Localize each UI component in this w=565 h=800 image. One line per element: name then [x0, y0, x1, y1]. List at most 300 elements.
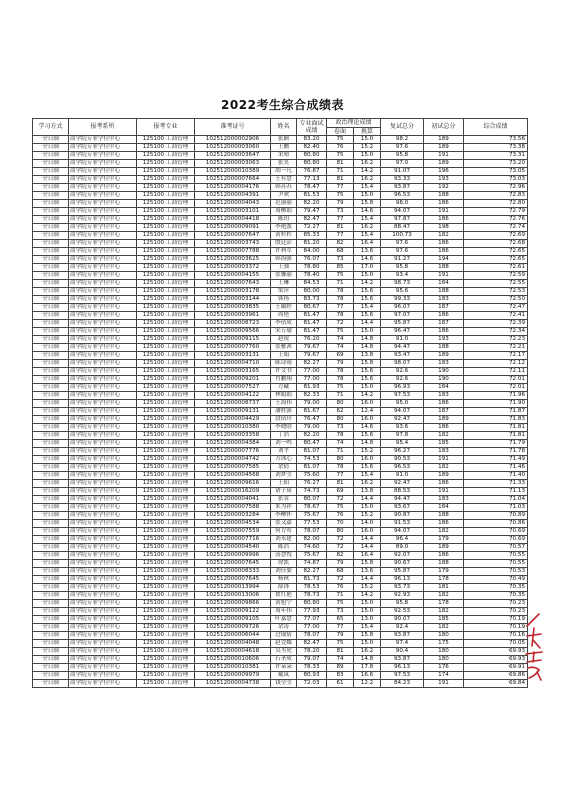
table-cell: 全日制 [33, 544, 69, 552]
table-cell: 71.83 [464, 416, 528, 424]
table-cell: 全日制 [33, 288, 69, 296]
table-cell: 96.47 [381, 328, 424, 336]
table-cell: 90.07 [381, 616, 424, 624]
table-cell: 96.13 [381, 576, 424, 584]
table-cell: 125100 工商管理 [137, 200, 195, 208]
table-row [33, 176, 528, 184]
table-cell: 16.2 [354, 480, 381, 488]
table-row [33, 232, 528, 240]
table-cell: 184 [424, 504, 464, 512]
table-cell: 15.0 [354, 272, 381, 280]
table-cell: 125100 工商管理 [137, 512, 195, 520]
table-cell: 96.53 [381, 192, 424, 200]
table-cell: 102512000007716 [195, 536, 271, 544]
table-cell: 商学院专业学位中心 [69, 232, 137, 240]
table-cell: 102512000003647 [195, 152, 271, 160]
table-cell: 102512000007559 [195, 528, 271, 536]
table-cell: 商学院专业学位中心 [69, 152, 137, 160]
table-cell: 102512000003101 [195, 208, 271, 216]
table-cell: 182 [424, 232, 464, 240]
table-cell: 72 [327, 544, 354, 552]
table-cell: 70.23 [464, 600, 528, 608]
table-cell: 84.23 [381, 680, 424, 688]
table-row [33, 632, 528, 640]
table-cell: 125100 工商管理 [137, 432, 195, 440]
table-cell: 188 [424, 560, 464, 568]
table-cell: 全日制 [33, 208, 69, 216]
table-cell: 17.8 [354, 664, 381, 672]
table-cell: 79.00 [297, 400, 327, 408]
table-cell: 商学院专业学位中心 [69, 472, 137, 480]
table-cell: 82.47 [297, 640, 327, 648]
table-cell: 125100 工商管理 [137, 528, 195, 536]
table-cell: 商学院专业学位中心 [69, 296, 137, 304]
table-cell: 125100 工商管理 [137, 448, 195, 456]
table-cell: 许利军 [271, 248, 297, 256]
table-cell: 69.91 [464, 664, 528, 672]
table-cell: 78 [327, 464, 354, 472]
table-cell: 72 [327, 496, 354, 504]
table-cell: 88.47 [381, 224, 424, 232]
table-cell: 全日制 [33, 632, 69, 640]
table-cell: 81.73 [297, 576, 327, 584]
table-cell: 94.47 [381, 344, 424, 352]
table-cell: 胡一凡 [271, 168, 297, 176]
table-row [33, 384, 528, 392]
table-cell: 石圣成 [271, 656, 297, 664]
table-cell: 15.0 [354, 600, 381, 608]
table-cell: 125100 工商管理 [137, 216, 195, 224]
table-cell: 70.35 [464, 592, 528, 600]
table-cell: 186 [424, 200, 464, 208]
table-cell: 102512000004568 [195, 472, 271, 480]
table-cell: 商学院专业学位中心 [69, 456, 137, 464]
table-cell: 全日制 [33, 584, 69, 592]
table-cell: 85 [327, 264, 354, 272]
table-cell: 69 [327, 352, 354, 360]
table-cell: 商学院专业学位中心 [69, 584, 137, 592]
table-cell: 16.2 [354, 648, 381, 656]
table-cell: 商学院专业学位中心 [69, 624, 137, 632]
table-cell: 179 [424, 536, 464, 544]
table-cell: 75 [327, 384, 354, 392]
table-row [33, 208, 528, 216]
table-cell: 102512000010389 [195, 168, 271, 176]
table-cell: 189 [424, 136, 464, 144]
table-cell: 92.07 [381, 552, 424, 560]
table-cell: 商学院专业学位中心 [69, 160, 137, 168]
table-cell: 全日制 [33, 408, 69, 416]
table-cell: 125100 工商管理 [137, 640, 195, 648]
table-cell: 15.4 [354, 216, 381, 224]
table-cell: 72.50 [464, 296, 528, 304]
table-cell: 72.47 [464, 304, 528, 312]
table-cell: 商学院专业学位中心 [69, 432, 137, 440]
table-cell: 商学院专业学位中心 [69, 496, 137, 504]
table-cell: 殷廷彭 [271, 240, 297, 248]
table-cell: 70.55 [464, 560, 528, 568]
table-cell: 商学院专业学位中心 [69, 336, 137, 344]
table-cell: 102512000007647 [195, 232, 271, 240]
table-cell: 朱为祥 [271, 504, 297, 512]
table-cell: 95.8 [381, 600, 424, 608]
table-cell: 125100 工商管理 [137, 624, 195, 632]
table-cell: 全日制 [33, 136, 69, 144]
table-cell: 14.6 [354, 424, 381, 432]
table-cell: 125100 工商管理 [137, 632, 195, 640]
table-cell: 180 [424, 656, 464, 664]
table-cell: 88.53 [381, 488, 424, 496]
table-cell: 徐凯 [271, 560, 297, 568]
table-cell: 190 [424, 368, 464, 376]
table-cell: 75 [327, 640, 354, 648]
table-cell: 93.67 [381, 504, 424, 512]
table-cell: 102512000006044 [195, 632, 271, 640]
table-cell: 102512000009201 [195, 376, 271, 384]
table-cell: 商学院专业学位中心 [69, 560, 137, 568]
table-row [33, 584, 528, 592]
table-cell: 全日制 [33, 360, 69, 368]
header-politics: 政治理论成绩 [327, 119, 381, 128]
table-cell: 73 [327, 256, 354, 264]
table-cell: 81.20 [297, 240, 327, 248]
table-cell: 96.4 [381, 536, 424, 544]
header-interview: 专业面试成绩 [297, 119, 327, 136]
table-cell: 183 [424, 392, 464, 400]
table-cell: 100.73 [381, 232, 424, 240]
table-cell: 179 [424, 568, 464, 576]
header-converted: 换算 [354, 127, 381, 136]
table-cell: 74.87 [297, 560, 327, 568]
table-cell: 77 [327, 184, 354, 192]
table-cell: 102512000003063 [195, 160, 271, 168]
table-cell: 陈诗雨 [271, 360, 297, 368]
table-cell: 商学院专业学位中心 [69, 424, 137, 432]
table-cell: 韩苏苏 [271, 184, 297, 192]
table-cell: 商学院专业学位中心 [69, 136, 137, 144]
table-cell: 102512000009726 [195, 624, 271, 632]
table-cell: 125100 工商管理 [137, 416, 195, 424]
table-cell: 62 [327, 408, 354, 416]
table-cell: 81 [327, 176, 354, 184]
table-cell: 189 [424, 144, 464, 152]
table-cell: 15.2 [354, 144, 381, 152]
table-cell: 全日制 [33, 616, 69, 624]
table-cell: 90.4 [381, 648, 424, 656]
table-cell: 72.53 [464, 288, 528, 296]
table-cell: 81.47 [297, 320, 327, 328]
table-cell: 周艳 [271, 312, 297, 320]
table-cell: 全日制 [33, 160, 69, 168]
table-cell: 125100 工商管理 [137, 264, 195, 272]
table-cell: 商学院专业学位中心 [69, 448, 137, 456]
table-cell: 商学院专业学位中心 [69, 184, 137, 192]
table-cell: 182 [424, 528, 464, 536]
table-cell: 186 [424, 328, 464, 336]
table-cell: 79 [327, 360, 354, 368]
table-cell: 125100 工商管理 [137, 152, 195, 160]
table-cell: 81.53 [297, 192, 327, 200]
table-cell: 71.81 [464, 432, 528, 440]
table-row [33, 408, 528, 416]
table-cell: 13.0 [354, 616, 381, 624]
table-cell: 15.4 [354, 232, 381, 240]
table-cell: 75 [327, 192, 354, 200]
table-cell: 75.60 [297, 472, 327, 480]
table-cell: 78.73 [297, 592, 327, 600]
table-row [33, 192, 528, 200]
header-name: 姓名 [271, 119, 297, 136]
table-cell: 全日制 [33, 216, 69, 224]
table-cell: 全日制 [33, 192, 69, 200]
score-table [32, 118, 528, 688]
table-cell: 72.21 [464, 344, 528, 352]
table-cell: 125100 工商管理 [137, 672, 195, 680]
table-cell: 71.03 [464, 504, 528, 512]
table-cell: 商学院专业学位中心 [69, 320, 137, 328]
table-cell: 77.07 [297, 616, 327, 624]
table-cell: 14.2 [354, 392, 381, 400]
table-row [33, 528, 528, 536]
table-cell: 95.6 [381, 288, 424, 296]
table-cell: 商学院专业学位中心 [69, 224, 137, 232]
table-cell: 90.53 [381, 456, 424, 464]
table-cell: 192 [424, 184, 464, 192]
table-cell: 94.07 [381, 408, 424, 416]
table-cell: 78.47 [297, 184, 327, 192]
table-cell: 92.6 [381, 376, 424, 384]
table-cell: 商学院专业学位中心 [69, 280, 137, 288]
table-cell: 全日制 [33, 520, 69, 528]
table-cell: 91.0 [381, 336, 424, 344]
table-cell: 全日制 [33, 296, 69, 304]
table-cell: 全日制 [33, 480, 69, 488]
table-cell: 193 [424, 176, 464, 184]
table-cell: 全日制 [33, 400, 69, 408]
table-cell: 102512000004540 [195, 544, 271, 552]
table-cell: 82.47 [297, 216, 327, 224]
table-cell: 70.69 [464, 536, 528, 544]
table-cell: 13.8 [354, 352, 381, 360]
table-cell: 81 [327, 480, 354, 488]
table-cell: 97.87 [381, 216, 424, 224]
table-cell: 102512000009996 [195, 552, 271, 560]
table-row [33, 624, 528, 632]
table-cell: 69.86 [464, 672, 528, 680]
table-cell: 全日制 [33, 624, 69, 632]
header-major: 报考专业 [137, 119, 195, 136]
table-cell: 102512000007788 [195, 248, 271, 256]
table-cell: 80 [327, 400, 354, 408]
table-row [33, 496, 528, 504]
table-cell: 商学院专业学位中心 [69, 248, 137, 256]
table-cell: 刘佳姿 [271, 568, 297, 576]
table-cell: 182 [424, 624, 464, 632]
table-cell: 71.33 [464, 480, 528, 488]
table-cell: 15.6 [354, 296, 381, 304]
table-cell: 王鹏 [271, 144, 297, 152]
table-cell: 71.87 [464, 408, 528, 416]
table-row [33, 152, 528, 160]
table-cell: 15.4 [354, 304, 381, 312]
table-cell: 72.03 [297, 680, 327, 688]
table-cell: 96.93 [381, 384, 424, 392]
table-cell: 全日制 [33, 560, 69, 568]
table-cell: 全日制 [33, 176, 69, 184]
table-cell: 189 [424, 352, 464, 360]
table-cell: 14.0 [354, 520, 381, 528]
table-cell: 王阳 [271, 480, 297, 488]
table-cell: 73.38 [464, 144, 528, 152]
table-cell: 13.6 [354, 248, 381, 256]
table-cell: 15.0 [354, 328, 381, 336]
table-cell: 102512000004710 [195, 360, 271, 368]
table-cell: 70 [327, 520, 354, 528]
table-cell: 74.73 [297, 488, 327, 496]
table-cell: 125100 工商管理 [137, 272, 195, 280]
table-cell: 商学院专业学位中心 [69, 312, 137, 320]
table-cell: 79.00 [297, 424, 327, 432]
table-row [33, 440, 528, 448]
table-cell: 83.20 [297, 136, 327, 144]
table-cell: 14.8 [354, 344, 381, 352]
table-cell: 商学院专业学位中心 [69, 592, 137, 600]
table-cell: 叶嘉慧 [271, 616, 297, 624]
table-cell: 102512000010606 [195, 656, 271, 664]
table-cell: 178 [424, 600, 464, 608]
table-cell: 78 [327, 368, 354, 376]
table-cell: 175 [424, 640, 464, 648]
table-cell: 186 [424, 216, 464, 224]
table-cell: 97.6 [381, 240, 424, 248]
table-cell: 12.2 [354, 680, 381, 688]
table-cell: 商学院专业学位中心 [69, 304, 137, 312]
table-cell: 93.47 [381, 352, 424, 360]
table-row [33, 456, 528, 464]
table-row [33, 600, 528, 608]
table-cell: 125100 工商管理 [137, 664, 195, 672]
table-cell: 102512000004384 [195, 440, 271, 448]
table-cell: 14.6 [354, 208, 381, 216]
table-cell: 15.4 [354, 184, 381, 192]
table-cell: 全日制 [33, 336, 69, 344]
table-cell: 69 [327, 488, 354, 496]
table-cell: 刘梦莹 [271, 472, 297, 480]
table-cell: 翟红艳 [271, 592, 297, 600]
table-cell: 商学院专业学位中心 [69, 632, 137, 640]
table-cell: 王娟 [271, 352, 297, 360]
table-cell: 商学院专业学位中心 [69, 616, 137, 624]
table-cell: 81.47 [297, 328, 327, 336]
table-cell: 95.8 [381, 264, 424, 272]
table-cell: 全日制 [33, 448, 69, 456]
table-cell: 15.6 [354, 288, 381, 296]
table-cell: 78.67 [297, 504, 327, 512]
table-cell: 16.0 [354, 416, 381, 424]
table-cell: 102512000003743 [195, 240, 271, 248]
table-header [33, 119, 528, 136]
table-cell: 96.07 [381, 304, 424, 312]
table-cell: 78.40 [297, 272, 327, 280]
table-row [33, 672, 528, 680]
table-cell: 72.65 [464, 248, 528, 256]
table-cell: 94.07 [381, 208, 424, 216]
table-cell: 宋晴 [271, 152, 297, 160]
table-cell: 全日制 [33, 536, 69, 544]
table-cell: 89 [327, 664, 354, 672]
table-cell: 72 [327, 536, 354, 544]
table-cell: 71 [327, 592, 354, 600]
table-cell: 16.0 [354, 456, 381, 464]
table-cell: 182 [424, 592, 464, 600]
table-cell: 72.17 [464, 352, 528, 360]
table-cell: 189 [424, 544, 464, 552]
table-cell: 74.60 [297, 544, 327, 552]
table-cell: 92.47 [381, 416, 424, 424]
table-cell: 黄杉杉 [271, 232, 297, 240]
table-cell: 102512000008737 [195, 400, 271, 408]
table-cell: 宋万瑜 [271, 328, 297, 336]
table-cell: 商学院专业学位中心 [69, 264, 137, 272]
table-cell: 商学院专业学位中心 [69, 480, 137, 488]
table-cell: 全日制 [33, 256, 69, 264]
table-cell: 102512000010381 [195, 664, 271, 672]
table-cell: 79 [327, 560, 354, 568]
table-row [33, 312, 528, 320]
table-cell: 商学院专业学位中心 [69, 384, 137, 392]
table-body [33, 136, 528, 688]
table-cell: 16.0 [354, 528, 381, 536]
table-cell: 14.2 [354, 168, 381, 176]
table-cell: 102512000004041 [195, 496, 271, 504]
table-cell: 81.07 [297, 464, 327, 472]
table-cell: 余涛 [271, 624, 297, 632]
table-row [33, 424, 528, 432]
table-cell: 97.4 [381, 640, 424, 648]
table-cell: 71.81 [464, 424, 528, 432]
table-cell: 187 [424, 320, 464, 328]
table-cell: 14.4 [354, 536, 381, 544]
table-cell: 15.8 [354, 200, 381, 208]
table-cell: 商学院专业学位中心 [69, 656, 137, 664]
table-cell: 79.67 [297, 344, 327, 352]
table-cell: 84.00 [297, 248, 327, 256]
table-cell: 65 [327, 616, 354, 624]
table-cell: 102512000009616 [195, 480, 271, 488]
table-cell: 125100 工商管理 [137, 248, 195, 256]
table-cell: 全日制 [33, 576, 69, 584]
table-cell: 79 [327, 200, 354, 208]
table-cell: 74 [327, 656, 354, 664]
table-cell: 73 [327, 424, 354, 432]
table-row [33, 280, 528, 288]
table-cell: 102512000007643 [195, 280, 271, 288]
table-cell: 16.6 [354, 672, 381, 680]
table-cell: 102512000008723 [195, 320, 271, 328]
table-row [33, 216, 528, 224]
table-cell: 70.89 [464, 512, 528, 520]
table-cell: 184 [424, 280, 464, 288]
table-cell: 15.0 [354, 152, 381, 160]
table-cell: 周柳娟 [271, 208, 297, 216]
table-row [33, 392, 528, 400]
table-row [33, 160, 528, 168]
table-cell: 183 [424, 448, 464, 456]
table-row [33, 296, 528, 304]
table-cell: 191 [424, 272, 464, 280]
table-cell: 72.96 [464, 184, 528, 192]
table-cell: 77 [327, 304, 354, 312]
